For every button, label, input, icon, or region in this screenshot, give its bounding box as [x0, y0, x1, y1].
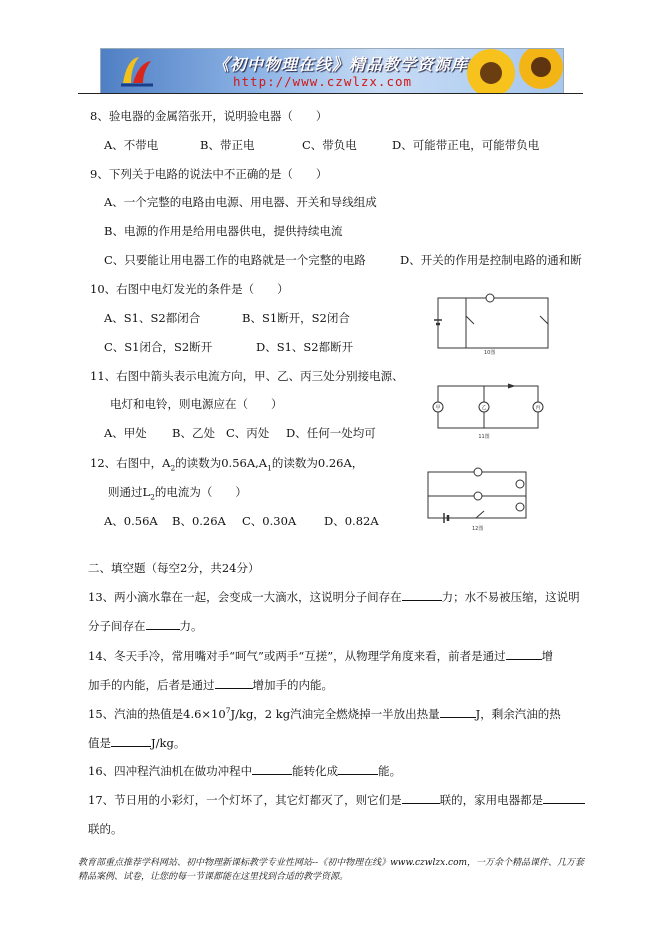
q11-circuit-diagram: [430, 380, 546, 442]
q11-fig-label-yi: 乙: [481, 405, 487, 411]
q14-line-2: 加手的内能，后者是通过 增加手的内能。: [88, 678, 333, 692]
q11-fig-label-jia: 甲: [435, 405, 441, 411]
blank-field[interactable]: [402, 792, 440, 804]
q9-option-b: B、电源的作用是给用电器供电，提供持续电流: [104, 224, 343, 238]
banner-title: 《初中物理在线》精品教学资源库: [213, 55, 469, 74]
q13-line-1: 13、两小滴水靠在一起，会变成一大滴水，这说明分子间存在 力；水不易被压缩，这说明: [88, 590, 580, 604]
blank-field[interactable]: [543, 792, 585, 804]
q12-stem-2: 则通过$L_2$的电流为（ ）: [108, 485, 247, 502]
q12-option-b: B、0.26A: [172, 514, 226, 528]
q9-option-c: C、只要能让用电器工作的电路就是一个完整的电路: [104, 253, 366, 267]
q16-line: 16、四冲程汽油机在做功冲程中 能转化成 能。: [88, 764, 402, 778]
q12-stem: 12、右图中，$A_2$的读数为$0.56A,A_1$的读数为0.26A，: [90, 456, 364, 473]
section-2-heading: 二、填空题（每空2分，共24分）: [88, 561, 260, 575]
q8-stem: 8、验电器的金属箔张开，说明验电器（ ）: [90, 109, 328, 123]
q10-option-a: A、S1、S2都闭合: [104, 311, 201, 325]
q8-option-b: B、带正电: [200, 138, 255, 152]
q8-option-c: C、带负电: [302, 138, 357, 152]
page-footer: 教育部重点推荐学科网站、初中物理新课标教学专业性网站--《初中物理在线》www.czwlzx.com，一万余个精品课件、几万套精品案例、试卷，让您的每一节课都能在这里找到合适的教学资源。: [78, 858, 585, 882]
q8-option-d: D、可能带正电，可能带负电: [392, 138, 540, 152]
q11-stem: 11、右图中箭头表示电流方向，甲、乙、丙三处分别接电源、: [90, 369, 404, 383]
q9-option-d: D、开关的作用是控制电路的通和断: [400, 253, 582, 267]
blank-field[interactable]: [111, 735, 151, 747]
q11-option-a: A、甲处: [104, 426, 147, 440]
q9-stem: 9、下列关于电路的说法中不正确的是（ ）: [90, 167, 328, 181]
q9-option-a: A、一个完整的电路由电源、用电器、开关和导线组成: [104, 195, 377, 209]
sunflower-icon: [461, 48, 521, 94]
blank-field[interactable]: [338, 763, 378, 775]
q10-stem: 10、右图中电灯发光的条件是（ ）: [90, 282, 289, 296]
header-banner: [100, 48, 564, 94]
q11-option-d: D、任何一处均可: [286, 426, 376, 440]
q11-fig-caption: 11图: [478, 434, 490, 440]
q12-fig-caption: 12图: [472, 526, 484, 532]
header-rule: [78, 93, 583, 94]
q12-option-c: C、0.30A: [242, 514, 297, 528]
q17-line-2: 联的。: [88, 822, 123, 836]
q15-line-2: 值是 J/kg。: [88, 736, 186, 750]
q10-fig-caption: 10图: [484, 350, 496, 356]
q17-line-1: 17、节日用的小彩灯，一个灯坏了，其它灯都灭了，则它们是 联的，家用电器都是: [88, 792, 585, 808]
q8-option-a: A、不带电: [104, 138, 159, 152]
blank-field[interactable]: [215, 677, 253, 689]
q13-line-2: 分子间存在 力。: [88, 619, 203, 633]
q11-option-c: C、丙处: [226, 426, 270, 440]
q10-option-b: B、S1断开，S2闭合: [242, 311, 350, 325]
q11-stem-2: 电灯和电铃，则电源应在（ ）: [110, 397, 283, 411]
q15-line-1: 15、汽油的热值是$4.6\times 10^7J/kg$，2 kg汽油完全燃烧掉一半放出热量 J，剩余汽油的热: [88, 706, 561, 721]
blank-field[interactable]: [440, 706, 476, 718]
q10-option-c: C、S1闭合，S2断开: [104, 340, 213, 354]
q12-option-a: A、0.56A: [104, 514, 158, 528]
q10-option-d: D、S1、S2都断开: [256, 340, 354, 354]
q14-line-1: 14、冬天手冷，常用嘴对手“呵气”或两手“互搓”，从物理学角度来看，前者是通过 增: [88, 649, 554, 663]
blank-field[interactable]: [402, 589, 442, 601]
blank-field[interactable]: [252, 763, 292, 775]
q11-option-b: B、乙处: [172, 426, 215, 440]
banner-url[interactable]: http://www.czwlzx.com: [233, 74, 413, 89]
q12-option-d: D、0.82A: [324, 514, 379, 528]
q11-fig-label-bing: 丙: [535, 405, 541, 411]
site-logo-icon: [117, 53, 157, 89]
q12-circuit-diagram: [422, 466, 534, 534]
blank-field[interactable]: [506, 648, 542, 660]
q10-circuit-diagram: [430, 290, 554, 356]
blank-field[interactable]: [146, 618, 180, 630]
sunflower-icon: [513, 48, 564, 94]
